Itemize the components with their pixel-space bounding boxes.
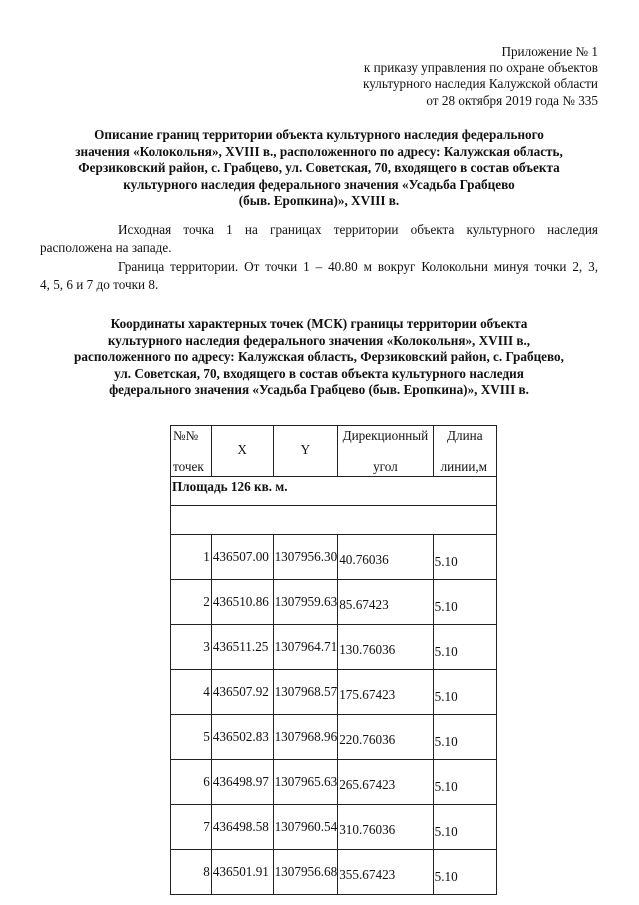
table-row xyxy=(171,670,497,715)
appendix-line: от 28 октября 2019 года № 335 xyxy=(426,92,598,108)
title-line: культурного наследия федерального значения «Колокольня», XVIII в., xyxy=(107,332,531,348)
header-text: линии,м xyxy=(440,459,488,474)
cell-point-number: 2 xyxy=(171,580,212,625)
title-line: (быв. Еропкина)», XVIII в. xyxy=(238,193,400,209)
area-row xyxy=(171,477,497,506)
description-title xyxy=(40,127,598,210)
cell-y: 1307956.68 xyxy=(273,850,338,895)
appendix-line: Приложение № 1 xyxy=(501,44,598,59)
cell-direction: 355.67423 xyxy=(338,850,433,895)
header-text: Y xyxy=(300,442,311,457)
cell-point-number: 8 xyxy=(171,850,212,895)
paragraph-line: 4, 5, 6 и 7 до точки 8. xyxy=(40,277,159,292)
header-text: точек xyxy=(173,459,204,474)
cell-length: 5.10 xyxy=(433,805,496,850)
cell-point-number: 7 xyxy=(171,805,212,850)
spacer-cell xyxy=(171,506,497,535)
cell-y: 1307956.30 xyxy=(273,535,338,580)
title-line: федерального значения «Усадьба Грабцево (быв. Еропкина)», XVIII в. xyxy=(109,382,529,398)
cell-length: 5.10 xyxy=(433,625,496,670)
cell-y: 1307968.57 xyxy=(273,670,338,715)
cell-x: 436501.91 xyxy=(211,850,273,895)
cell-direction: 310.76036 xyxy=(338,805,433,850)
header-y xyxy=(273,426,338,477)
cell-length: 5.10 xyxy=(433,715,496,760)
cell-x: 436510.86 xyxy=(211,580,273,625)
area-cell: Площадь 126 кв. м. xyxy=(171,477,497,506)
title-line: значения «Колокольня», XVIII в., расположенного по адресу: Калужская область, xyxy=(75,143,563,159)
table-row xyxy=(171,535,497,580)
coordinates-table xyxy=(170,425,497,895)
paragraph-boundary xyxy=(40,258,598,294)
table-row xyxy=(171,715,497,760)
paragraph-start-point xyxy=(40,221,598,257)
header-text: X xyxy=(237,442,247,457)
cell-point-number: 3 xyxy=(171,625,212,670)
cell-x: 436507.92 xyxy=(211,670,273,715)
header-x xyxy=(211,426,273,477)
cell-point-number: 5 xyxy=(171,715,212,760)
table-row xyxy=(171,805,497,850)
cell-length: 5.10 xyxy=(433,580,496,625)
cell-direction: 130.76036 xyxy=(338,625,433,670)
header-text: Длина xyxy=(447,428,483,443)
header-text: №№ xyxy=(173,428,199,443)
paragraph-line: расположена на западе. xyxy=(40,240,172,255)
paragraph-line: Исходная точка 1 на границах территории объекта культурного наследия xyxy=(118,222,598,237)
cell-y: 1307965.63 xyxy=(273,760,338,805)
cell-x: 436502.83 xyxy=(211,715,273,760)
cell-point-number: 4 xyxy=(171,670,212,715)
title-line: расположенного по адресу: Калужская область, Ферзиковский район, с. Грабцево, xyxy=(74,349,564,365)
header-point-number xyxy=(171,426,212,477)
cell-length: 5.10 xyxy=(433,760,496,805)
cell-direction: 85.67423 xyxy=(338,580,433,625)
cell-y: 1307964.71 xyxy=(273,625,338,670)
title-line: Координаты характерных точек (МСК) границы территории объекта xyxy=(110,316,528,331)
title-line: Ферзиковский район, с. Грабцево, ул. Советская, 70, входящего в состав объекта xyxy=(78,160,560,176)
cell-direction: 175.67423 xyxy=(338,670,433,715)
header-direction xyxy=(338,426,433,477)
table-row xyxy=(171,760,497,805)
cell-x: 436498.97 xyxy=(211,760,273,805)
cell-y: 1307968.96 xyxy=(273,715,338,760)
cell-x: 436498.58 xyxy=(211,805,273,850)
table-header-row xyxy=(171,426,497,477)
cell-direction: 220.76036 xyxy=(338,715,433,760)
header-length xyxy=(433,426,496,477)
header-text: Дирекционный xyxy=(342,428,429,443)
appendix-header xyxy=(363,44,598,109)
table-row xyxy=(171,625,497,670)
cell-point-number: 1 xyxy=(171,535,212,580)
spacer-row xyxy=(171,506,497,535)
cell-length: 5.10 xyxy=(433,850,496,895)
cell-point-number: 6 xyxy=(171,760,212,805)
coordinates-title xyxy=(40,316,598,399)
cell-length: 5.10 xyxy=(433,670,496,715)
table-row xyxy=(171,850,497,895)
header-text: угол xyxy=(373,459,398,474)
title-line: ул. Советская, 70, входящего в состав объекта культурного наследия xyxy=(114,365,524,381)
cell-x: 436511.25 xyxy=(211,625,273,670)
title-line: Описание границ территории объекта культурного наследия федерального xyxy=(94,127,544,142)
appendix-line: культурного наследия Калужской области xyxy=(363,76,598,92)
title-line: культурного наследия федерального значения «Усадьба Грабцево xyxy=(123,176,515,192)
cell-x: 436507.00 xyxy=(211,535,273,580)
cell-direction: 265.67423 xyxy=(338,760,433,805)
cell-y: 1307959.63 xyxy=(273,580,338,625)
cell-direction: 40.76036 xyxy=(338,535,433,580)
cell-y: 1307960.54 xyxy=(273,805,338,850)
table-row xyxy=(171,580,497,625)
cell-length: 5.10 xyxy=(433,535,496,580)
paragraph-line: Граница территории. От точки 1 – 40.80 м вокруг Колокольни минуя точки 2, 3, xyxy=(118,259,598,274)
appendix-line: к приказу управления по охране объектов xyxy=(363,60,598,76)
